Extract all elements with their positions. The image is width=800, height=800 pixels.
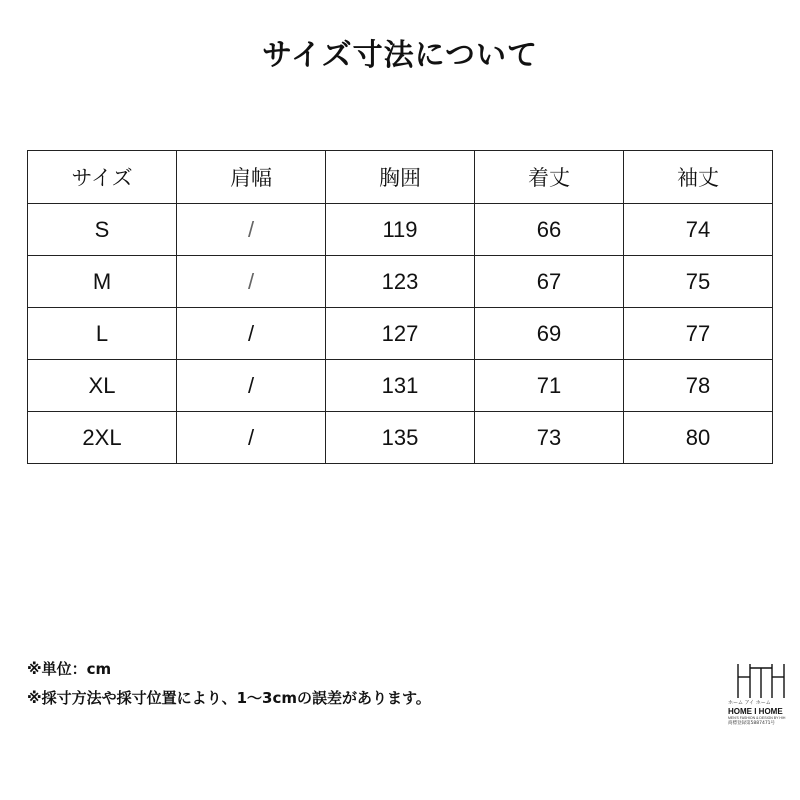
cell-chest: 135 bbox=[326, 412, 475, 464]
cell-chest: 123 bbox=[326, 256, 475, 308]
cell-shoulder-width: / bbox=[177, 256, 326, 308]
logo-kana: ホーム アイ ホーム bbox=[728, 700, 771, 706]
size-table bbox=[27, 150, 773, 464]
cell-sleeve: 78 bbox=[624, 360, 773, 412]
table-row bbox=[28, 308, 773, 360]
brand-logo bbox=[728, 660, 790, 740]
cell-length: 67 bbox=[475, 256, 624, 308]
cell-chest: 119 bbox=[326, 204, 475, 256]
cell-size: L bbox=[28, 308, 177, 360]
cell-shoulder-width: / bbox=[177, 412, 326, 464]
cell-length: 71 bbox=[475, 360, 624, 412]
table-header-row bbox=[28, 151, 773, 204]
cell-chest: 131 bbox=[326, 360, 475, 412]
notes bbox=[27, 655, 431, 713]
cell-size: S bbox=[28, 204, 177, 256]
table-row bbox=[28, 256, 773, 308]
cell-size: XL bbox=[28, 360, 177, 412]
hih-logo-icon bbox=[728, 660, 790, 700]
table-row bbox=[28, 412, 773, 464]
cell-sleeve: 80 bbox=[624, 412, 773, 464]
header-sleeve: 袖丈 bbox=[624, 151, 773, 204]
logo-registration: 商標登録第5887471号 bbox=[728, 721, 776, 726]
cell-shoulder-width: / bbox=[177, 204, 326, 256]
page-title: サイズ寸法について bbox=[262, 38, 538, 73]
cell-chest: 127 bbox=[326, 308, 475, 360]
cell-shoulder-width: / bbox=[177, 360, 326, 412]
header-shoulder-width: 肩幅 bbox=[177, 151, 326, 204]
logo-brand-name: HOME I HOME bbox=[728, 707, 783, 716]
cell-sleeve: 77 bbox=[624, 308, 773, 360]
cell-length: 73 bbox=[475, 412, 624, 464]
logo-tagline: MEN'S FASHION & DESIGN BY HIH bbox=[728, 716, 786, 720]
header-length: 着丈 bbox=[475, 151, 624, 204]
cell-length: 66 bbox=[475, 204, 624, 256]
cell-sleeve: 74 bbox=[624, 204, 773, 256]
cell-size: M bbox=[28, 256, 177, 308]
cell-size: 2XL bbox=[28, 412, 177, 464]
header-size: サイズ bbox=[28, 151, 177, 204]
table-row bbox=[28, 204, 773, 256]
table-row bbox=[28, 360, 773, 412]
unit-note: ※単位：cm bbox=[27, 660, 112, 678]
header-chest: 胸囲 bbox=[326, 151, 475, 204]
cell-length: 69 bbox=[475, 308, 624, 360]
cell-shoulder-width: / bbox=[177, 308, 326, 360]
cell-sleeve: 75 bbox=[624, 256, 773, 308]
disclaimer-note: ※採寸方法や採寸位置により、1～3cmの誤差があります。 bbox=[27, 689, 431, 707]
